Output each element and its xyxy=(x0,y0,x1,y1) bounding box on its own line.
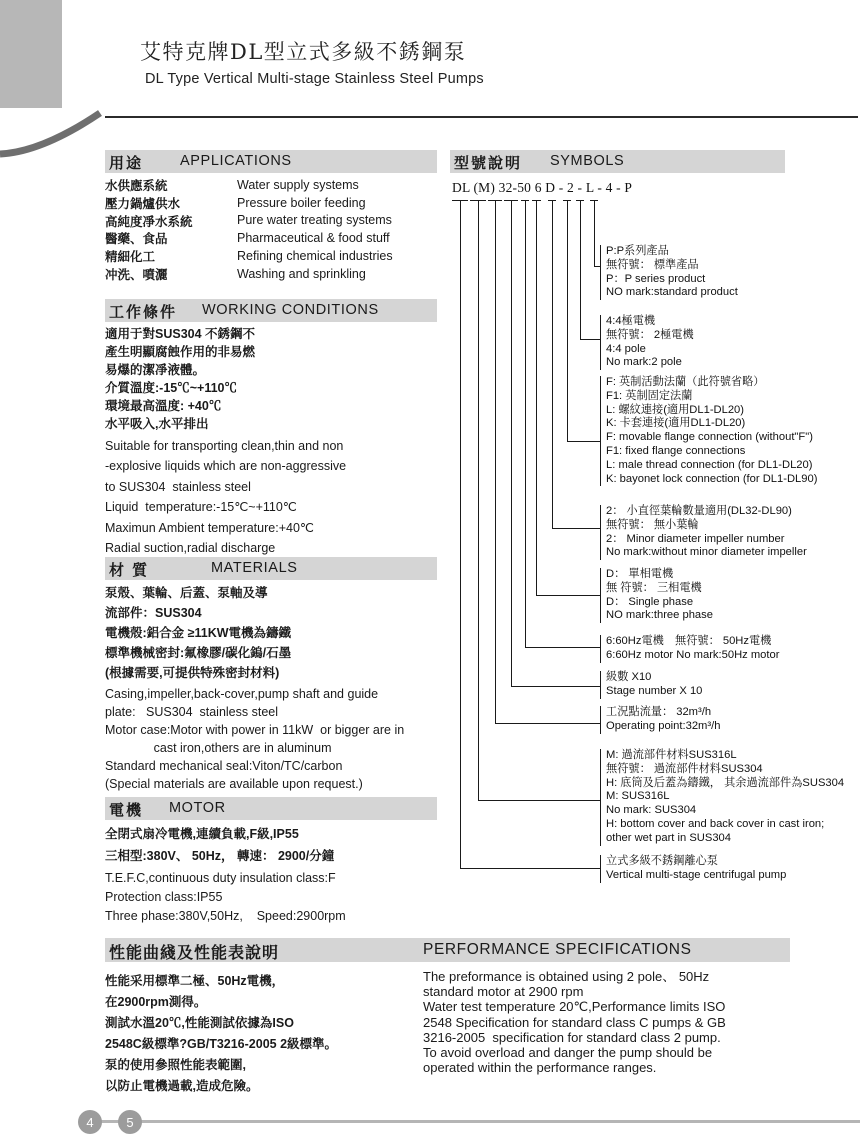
text-line: plate: SUS304 stainless steel xyxy=(105,705,279,719)
code-vline xyxy=(511,201,512,687)
text-line: T.E.F.C,continuous duty insulation class:F xyxy=(105,871,336,885)
annotation-line: 4:4極電機 xyxy=(606,315,656,327)
application-zh: 高純度凈水系統 xyxy=(105,214,193,229)
section-heading xyxy=(105,557,437,580)
page-title xyxy=(140,36,484,87)
annotation-block xyxy=(600,245,860,300)
text-line: To avoid overload and danger the pump should be xyxy=(423,1045,713,1061)
annotation-line: 2： Minor diameter impeller number xyxy=(606,532,785,545)
code-elbow xyxy=(460,868,600,869)
heading-zh: 工作條件 xyxy=(109,304,178,321)
annotation-line: NO mark:three phase xyxy=(606,609,713,622)
annotation-line: L: 螺紋連接(適用DL1-DL20) xyxy=(606,403,745,416)
annotation-line: No mark: SUS304 xyxy=(606,804,697,817)
code-vline xyxy=(536,201,537,596)
page-number-badge: 5 xyxy=(118,1110,142,1134)
annotation-line: K: 卡套連接(適用DL1-DL20) xyxy=(606,417,746,430)
page-number-badge: 4 xyxy=(78,1110,102,1134)
application-en: Pressure boiler feeding xyxy=(237,195,366,210)
annotation-block xyxy=(600,855,860,883)
annotation-block xyxy=(600,568,860,623)
text-line: Water test temperature 20℃,Performance limits ISO xyxy=(423,999,726,1015)
text-line: Motor case:Motor with power in 11kW or bigger are in xyxy=(105,723,405,737)
footer-rule xyxy=(100,1120,860,1123)
annotation-line: H: bottom cover and back cover in cast iron; xyxy=(606,817,825,830)
code-elbow xyxy=(511,686,600,687)
annotation-line: 4:4 pole xyxy=(606,342,646,355)
list-item xyxy=(105,265,437,283)
heading-zh: 性能曲綫及性能表說明 xyxy=(109,945,280,962)
section-materials xyxy=(105,557,437,793)
application-zh: 冲洗、噴灑 xyxy=(105,267,168,282)
annotation-line: No mark:2 pole xyxy=(606,356,682,369)
annotation-line: 無符號： 無小葉輪 xyxy=(606,518,699,531)
annotation-line: K: bayonet lock connection (for DL1-DL90) xyxy=(606,472,818,485)
annotation-block xyxy=(600,376,860,486)
text-line: Protection class:IP55 xyxy=(105,890,223,904)
annotation-line: 無符號： 2極電機 xyxy=(606,328,694,341)
text-line: to SUS304 stainless steel xyxy=(105,479,251,494)
text-line: operated within the performance ranges. xyxy=(423,1060,657,1076)
application-en: Pharmaceutical & food stuff xyxy=(237,231,390,246)
annotation-line: 6:60Hz motor No mark:50Hz motor xyxy=(606,648,780,661)
text-line: Standard mechanical seal:Viton/TC/carbon xyxy=(105,759,343,773)
annotation-block xyxy=(600,315,860,370)
heading-en: PERFORMANCE SPECIFICATIONS xyxy=(423,941,692,958)
annotation-line: F: movable flange connection (without"F") xyxy=(606,431,813,444)
list-item xyxy=(105,229,437,247)
text-line: 介質溫度:-15℃~+110℃ xyxy=(105,381,237,395)
text-line: standard motor at 2900 rpm xyxy=(423,984,584,1000)
text-line: 2548C級標準?GB/T3216-2005 2級標準。 xyxy=(105,1037,338,1051)
text-line: 3216-2005 specification for standard class 2 pump. xyxy=(423,1029,721,1045)
page-title-en: DL Type Vertical Multi-stage Stainless Steel Pumps xyxy=(145,71,484,87)
text-line: 產生明顯腐蝕作用的非易燃 xyxy=(105,345,256,359)
code-vline xyxy=(460,201,461,869)
code-elbow xyxy=(552,528,600,529)
text-line: 以防止電機過載,造成危險。 xyxy=(105,1079,259,1093)
corner-decoration xyxy=(0,0,62,108)
heading-en: MATERIALS xyxy=(211,560,298,576)
swoosh-decoration xyxy=(0,100,120,170)
list-item xyxy=(105,247,437,265)
annotation-line: NO mark:standard product xyxy=(606,286,738,299)
heading-zh: 型號說明 xyxy=(454,155,523,172)
top-rule xyxy=(105,116,858,118)
annotation-line: P：P series product xyxy=(606,272,706,285)
annotation-block xyxy=(600,505,860,560)
application-en: Water supply systems xyxy=(237,177,359,192)
section-heading xyxy=(105,150,437,173)
list-item xyxy=(105,176,437,194)
text-line: 在2900rpm測得。 xyxy=(105,995,207,1009)
annotation-line: 無符號： 過流部件材料SUS304 xyxy=(606,762,763,775)
code-elbow xyxy=(580,339,600,340)
applications-list xyxy=(105,176,437,283)
heading-zh: 材 質 xyxy=(109,562,150,579)
annotation-line: 2： 小直徑葉輪數量適用(DL32-DL90) xyxy=(606,505,792,517)
section-heading xyxy=(450,150,785,173)
application-en: Washing and sprinkling xyxy=(237,266,366,281)
text-line: -explosive liquids which are non-aggressive xyxy=(105,459,347,474)
text-line: 泵的使用參照性能表範圍, xyxy=(105,1058,246,1072)
code-vline xyxy=(525,201,526,648)
application-zh: 水供應系統 xyxy=(105,178,168,193)
text-line: 標準機械密封:氟橡膠/碳化鎢/石墨 xyxy=(105,646,292,660)
code-elbow xyxy=(567,441,600,442)
text-line: (Special materials are available upon request.) xyxy=(105,777,363,791)
annotation-line: Stage number X 10 xyxy=(606,684,703,697)
heading-en: SYMBOLS xyxy=(550,153,625,169)
section-performance xyxy=(105,938,790,1093)
text-line: 2548 Specification for standard class C pumps & GB xyxy=(423,1014,726,1030)
annotation-line: M: 過流部件材料SUS316L xyxy=(606,749,737,761)
code-elbow xyxy=(495,723,600,724)
annotation-line: 立式多級不銹鋼離心泵 xyxy=(606,855,718,867)
text-line: (根據需要,可提供特殊密封材料) xyxy=(105,666,280,680)
performance-en xyxy=(423,969,793,1075)
model-code-diagram xyxy=(450,178,860,892)
text-line: Casing,impeller,back-cover,pump shaft and guide xyxy=(105,687,379,701)
text-line: cast iron,others are in aluminum xyxy=(105,741,332,755)
working-conditions-en xyxy=(105,436,437,558)
annotation-line: D： 單相電機 xyxy=(606,568,674,580)
heading-en: WORKING CONDITIONS xyxy=(202,302,379,318)
text-line: Suitable for transporting clean,thin and non xyxy=(105,439,344,453)
code-vline xyxy=(594,201,595,267)
section-working-conditions xyxy=(105,299,437,558)
text-line: Liquid temperature:-15℃~+110℃ xyxy=(105,500,297,515)
application-zh: 壓力鍋爐供水 xyxy=(105,196,181,211)
annotation-line: other wet part in SUS304 xyxy=(606,831,731,844)
motor-en xyxy=(105,869,437,926)
annotation-line: L: male thread connection (for DL1-DL20) xyxy=(606,458,813,471)
text-line: 流部件：SUS304 xyxy=(105,606,202,620)
page-title-zh: 艾特克牌DL型立式多級不銹鋼泵 xyxy=(140,40,467,64)
text-line: 環境最高溫度: +40℃ xyxy=(105,399,222,413)
annotation-line: M: SUS316L xyxy=(606,790,670,803)
list-item xyxy=(105,212,437,230)
section-applications xyxy=(105,150,437,283)
annotation-line: 工況點流量： 32m³/h xyxy=(606,706,712,718)
list-item xyxy=(105,194,437,212)
performance-zh xyxy=(105,971,405,1097)
text-line: 泵殼、葉輪、后蓋、泵軸及導 xyxy=(105,586,268,600)
code-vline xyxy=(567,201,568,442)
annotation-line: F: 英制活動法蘭（此符號省略） xyxy=(606,376,765,388)
annotation-block xyxy=(600,706,860,734)
model-code: DL (M) 32-50 6 D - 2 - L - 4 - P xyxy=(452,180,633,195)
text-line: 易爆的潔凈液體。 xyxy=(105,363,206,377)
section-heading xyxy=(105,299,437,322)
annotation-line: 級數 X10 xyxy=(606,671,652,683)
annotation-line: D： Single phase xyxy=(606,595,694,608)
annotation-line: 無符號： 標準產品 xyxy=(606,258,699,271)
code-vline xyxy=(478,201,479,801)
text-line: The preformance is obtained using 2 pole、 50Hz xyxy=(423,969,710,984)
annotation-line: No mark:without minor diameter impeller xyxy=(606,546,807,559)
text-line: 水平吸入,水平排出 xyxy=(105,417,209,431)
code-elbow xyxy=(478,800,600,801)
heading-zh: 電機 xyxy=(109,802,144,819)
annotation-line: P:P系列產品 xyxy=(606,245,669,257)
text-line: Maximun Ambient temperature:+40℃ xyxy=(105,520,314,535)
application-en: Pure water treating systems xyxy=(237,213,392,228)
application-zh: 醫藥、食品 xyxy=(105,232,168,247)
working-conditions-zh xyxy=(105,325,437,433)
application-en: Refining chemical industries xyxy=(237,249,393,264)
motor-zh xyxy=(105,823,437,867)
code-vline xyxy=(580,201,581,340)
text-line: Three phase:380V,50Hz, Speed:2900rpm xyxy=(105,909,346,923)
text-line: 電機殼:鋁合金 ≥11KW電機為鑄鐵 xyxy=(105,626,292,640)
annotation-line: F1: fixed flange connections xyxy=(606,444,746,457)
materials-zh xyxy=(105,583,437,683)
heading-en: APPLICATIONS xyxy=(180,153,292,169)
materials-en xyxy=(105,685,437,793)
code-elbow xyxy=(525,647,600,648)
section-heading xyxy=(105,938,790,962)
annotation-line: 6:60Hz電機 無符號： 50Hz電機 xyxy=(606,635,772,647)
section-symbols xyxy=(450,150,860,881)
heading-zh: 用途 xyxy=(109,155,144,172)
heading-en: MOTOR xyxy=(169,800,226,816)
section-heading xyxy=(105,797,437,820)
code-elbow xyxy=(536,595,600,596)
text-line: 全閉式扇冷電機,連續負載,F級,IP55 xyxy=(105,827,299,841)
application-zh: 精細化工 xyxy=(105,250,156,265)
text-line: 測試水溫20℃,性能測試依據為ISO xyxy=(105,1016,294,1030)
text-line: 適用于對SUS304 不銹鋼不 xyxy=(105,327,256,341)
code-vline xyxy=(495,201,496,724)
annotation-line: Vertical multi-stage centrifugal pump xyxy=(606,868,787,881)
annotation-block xyxy=(600,635,860,663)
code-vline xyxy=(552,201,553,529)
annotation-line: F1: 英制固定法蘭 xyxy=(606,389,693,402)
annotation-line: H: 底筒及后蓋為鑄鐵， 其余過流部件為SUS304 xyxy=(606,776,845,789)
text-line: 性能采用標準二極、50Hz電機， xyxy=(105,974,285,988)
annotation-block xyxy=(600,671,860,699)
annotation-line: 無 符號： 三相電機 xyxy=(606,581,702,594)
text-line: 三相型:380V、 50Hz， 轉速： 2900/分鐘 xyxy=(105,849,335,863)
annotation-line: Operating point:32m³/h xyxy=(606,719,721,732)
section-motor xyxy=(105,797,437,926)
annotation-block xyxy=(600,749,860,846)
text-line: Radial suction,radial discharge xyxy=(105,541,276,556)
